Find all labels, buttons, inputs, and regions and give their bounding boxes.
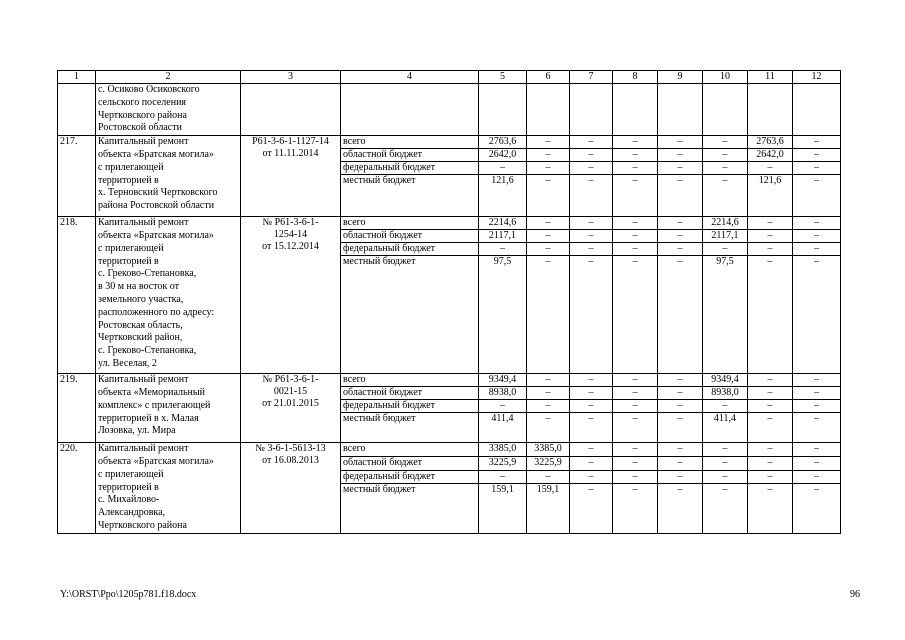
table-row (58, 443, 841, 457)
value-cell: – (570, 230, 613, 243)
document-code-cell (241, 136, 341, 217)
funding-source-cell: всего (341, 136, 479, 149)
value-cell: 411,4 (479, 413, 527, 443)
cell-line: Капитальный ремонт (98, 443, 189, 455)
value-cell: 9349,4 (479, 374, 527, 387)
empty-cell (241, 84, 341, 136)
value-cell: – (658, 470, 703, 484)
value-cell: – (479, 243, 527, 256)
value-cell: – (570, 387, 613, 400)
value-cell: – (658, 136, 703, 149)
col-header: 8 (613, 71, 658, 84)
empty-cell (341, 84, 479, 136)
value-cell: – (748, 387, 793, 400)
value-cell: 97,5 (703, 256, 748, 374)
value-cell: – (658, 443, 703, 457)
value-cell: 2642,0 (748, 149, 793, 162)
cell-line: 0021-15 (273, 386, 308, 398)
value-cell: – (613, 162, 658, 175)
value-cell: – (570, 470, 613, 484)
value-cell: – (570, 243, 613, 256)
object-name-cell (96, 136, 241, 217)
cell-line: объекта «Братская могила» (98, 455, 214, 467)
cell-line: от 11.11.2014 (262, 148, 319, 160)
cell-line: территорией в х. Малая (98, 412, 199, 424)
value-cell: – (570, 484, 613, 534)
funding-source-cell: федеральный бюджет (341, 470, 479, 484)
value-cell: – (658, 256, 703, 374)
value-cell: – (748, 484, 793, 534)
value-cell: – (527, 374, 570, 387)
funding-source-cell: всего (341, 443, 479, 457)
value-cell: – (793, 136, 841, 149)
cell-line: Р61-3-6-1-1127-14 (252, 136, 329, 148)
value-cell: – (703, 456, 748, 470)
data-table (57, 70, 841, 534)
value-cell: – (527, 230, 570, 243)
value-cell: – (748, 243, 793, 256)
value-cell: – (570, 400, 613, 413)
value-cell: – (613, 136, 658, 149)
value-cell: – (570, 175, 613, 217)
document-code-cell (241, 217, 341, 374)
value-cell: – (570, 136, 613, 149)
value-cell: – (658, 456, 703, 470)
value-cell: 9349,4 (703, 374, 748, 387)
cell-line: Чертковский район, (98, 332, 183, 344)
col-header: 10 (703, 71, 748, 84)
value-cell: – (527, 149, 570, 162)
value-cell: – (613, 217, 658, 230)
cell-line: территорией в (98, 255, 159, 267)
funding-source-cell: федеральный бюджет (341, 243, 479, 256)
value-cell: – (570, 443, 613, 457)
cell-line: объекта «Братская могила» (98, 148, 214, 160)
table-row (58, 374, 841, 387)
cell-line: с. Осиково Осиковского (98, 84, 200, 95)
value-cell: – (748, 374, 793, 387)
value-cell: 121,6 (479, 175, 527, 217)
value-cell: – (658, 400, 703, 413)
cell-line: Александровка, (98, 507, 166, 519)
value-cell: – (613, 256, 658, 374)
value-cell: – (748, 162, 793, 175)
value-cell: – (793, 470, 841, 484)
funding-source-cell: всего (341, 217, 479, 230)
value-cell: – (527, 217, 570, 230)
value-cell: – (793, 162, 841, 175)
value-cell: – (703, 470, 748, 484)
cell-line: с. Греково-Степановка, (98, 268, 197, 280)
col-header: 1 (58, 71, 96, 84)
empty-cell (479, 84, 527, 136)
cell-line: с. Греково-Степановка, (98, 345, 197, 357)
value-cell: – (658, 217, 703, 230)
value-cell: 3225,9 (527, 456, 570, 470)
object-name-cell (96, 217, 241, 374)
value-cell: – (793, 217, 841, 230)
value-cell: – (527, 387, 570, 400)
value-cell: 8938,0 (479, 387, 527, 400)
funding-source-cell: местный бюджет (341, 413, 479, 443)
col-header: 2 (96, 71, 241, 84)
cell-line: от 16.08.2013 (262, 455, 319, 467)
cell-line: № Р61-3-6-1- (262, 217, 319, 229)
row-number-cell: 217. (58, 136, 96, 217)
value-cell: 2642,0 (479, 149, 527, 162)
table-row (58, 136, 841, 149)
value-cell: – (703, 443, 748, 457)
funding-source-cell: местный бюджет (341, 256, 479, 374)
funding-source-cell: местный бюджет (341, 175, 479, 217)
empty-cell (793, 84, 841, 136)
value-cell: 159,1 (479, 484, 527, 534)
value-cell: 2763,6 (748, 136, 793, 149)
value-cell: – (527, 243, 570, 256)
value-cell: – (658, 162, 703, 175)
value-cell: – (703, 400, 748, 413)
value-cell: – (658, 243, 703, 256)
row-number-cell: 218. (58, 217, 96, 374)
row-number-cell: 219. (58, 374, 96, 443)
funding-source-cell: федеральный бюджет (341, 400, 479, 413)
value-cell: – (570, 256, 613, 374)
cell-line: № 3-6-1-5613-13 (255, 443, 326, 455)
document-code-cell (241, 443, 341, 534)
value-cell: – (658, 175, 703, 217)
value-cell: – (613, 387, 658, 400)
value-cell: – (479, 470, 527, 484)
value-cell: – (658, 413, 703, 443)
cell-line: с прилегающей (98, 161, 164, 173)
value-cell: – (527, 413, 570, 443)
object-name-cell (96, 443, 241, 534)
value-cell: – (613, 413, 658, 443)
funding-source-cell: местный бюджет (341, 484, 479, 534)
value-cell: – (658, 374, 703, 387)
value-cell: – (570, 456, 613, 470)
value-cell: – (703, 162, 748, 175)
value-cell: – (658, 484, 703, 534)
col-header: 7 (570, 71, 613, 84)
cell-line: с прилегающей (98, 468, 164, 480)
row-number-cell (58, 84, 96, 136)
value-cell: – (793, 413, 841, 443)
value-cell: – (658, 230, 703, 243)
value-cell: – (613, 149, 658, 162)
col-header: 4 (341, 71, 479, 84)
value-cell: – (748, 230, 793, 243)
cell-line: Лозовка, ул. Мира (98, 425, 176, 437)
funding-source-cell: областной бюджет (341, 456, 479, 470)
value-cell: – (527, 400, 570, 413)
value-cell: – (748, 413, 793, 443)
value-cell: – (793, 149, 841, 162)
value-cell: – (793, 243, 841, 256)
empty-cell (703, 84, 748, 136)
value-cell: – (479, 162, 527, 175)
value-cell: 3225,9 (479, 456, 527, 470)
value-cell: – (793, 484, 841, 534)
value-cell: – (527, 175, 570, 217)
cell-line: объекта «Мемориальный (98, 386, 205, 398)
value-cell: – (748, 470, 793, 484)
col-header: 12 (793, 71, 841, 84)
cell-line: с прилегающей (98, 242, 164, 254)
cell-line: района Ростовской области (98, 200, 215, 212)
table-row (58, 217, 841, 230)
value-cell: 8938,0 (703, 387, 748, 400)
value-cell: – (793, 387, 841, 400)
col-header: 6 (527, 71, 570, 84)
cell-line: Капитальный ремонт (98, 374, 189, 386)
value-cell: – (527, 162, 570, 175)
continuation-row (58, 84, 841, 136)
value-cell: – (748, 456, 793, 470)
value-cell: – (793, 374, 841, 387)
value-cell: – (613, 484, 658, 534)
value-cell: – (479, 400, 527, 413)
object-name-cell (96, 374, 241, 443)
cell-line: Чертковского района (98, 519, 187, 531)
row-number-cell: 220. (58, 443, 96, 534)
footer-file-path: Y:\ORST\Ppo\1205p781.f18.docx (60, 589, 197, 600)
value-cell: – (613, 175, 658, 217)
value-cell: – (658, 149, 703, 162)
value-cell: 3385,0 (479, 443, 527, 457)
cell-line: ул. Веселая, 2 (98, 357, 157, 369)
value-cell: – (527, 256, 570, 374)
value-cell: – (570, 217, 613, 230)
document-code-cell (241, 374, 341, 443)
value-cell: – (748, 217, 793, 230)
value-cell: – (793, 456, 841, 470)
value-cell: – (748, 443, 793, 457)
cell-line: Ростовская область, (98, 319, 183, 331)
value-cell: – (570, 162, 613, 175)
header-row (58, 71, 841, 84)
value-cell: – (703, 136, 748, 149)
value-cell: – (527, 136, 570, 149)
cell-line: х. Терновский Чертковского (98, 187, 218, 199)
value-cell: 2214,6 (703, 217, 748, 230)
cell-line: с. Михайлово- (98, 494, 160, 506)
cell-line: в 30 м на восток от (98, 281, 180, 293)
cell-line: Ростовской области (98, 122, 182, 134)
value-cell: 3385,0 (527, 443, 570, 457)
value-cell: – (793, 443, 841, 457)
cell-line: объекта «Братская могила» (98, 229, 214, 241)
value-cell: – (570, 374, 613, 387)
cell-line: Капитальный ремонт (98, 136, 189, 148)
value-cell: – (793, 175, 841, 217)
cell-line: комплекс» с прилегающей (98, 399, 211, 411)
empty-cell (748, 84, 793, 136)
value-cell: – (703, 484, 748, 534)
value-cell: – (613, 470, 658, 484)
funding-source-cell: областной бюджет (341, 230, 479, 243)
value-cell: – (793, 400, 841, 413)
value-cell: – (748, 400, 793, 413)
col-header: 3 (241, 71, 341, 84)
value-cell: – (613, 456, 658, 470)
cell-line: Чертковского района (98, 109, 187, 121)
cell-line: территорией в (98, 481, 159, 493)
col-header: 9 (658, 71, 703, 84)
value-cell: 2763,6 (479, 136, 527, 149)
value-cell: 2214,6 (479, 217, 527, 230)
empty-cell (658, 84, 703, 136)
value-cell: 2117,1 (479, 230, 527, 243)
value-cell: – (658, 387, 703, 400)
empty-cell (570, 84, 613, 136)
col-header: 5 (479, 71, 527, 84)
value-cell: – (613, 243, 658, 256)
funding-source-cell: федеральный бюджет (341, 162, 479, 175)
value-cell: – (703, 243, 748, 256)
value-cell: – (748, 256, 793, 374)
value-cell: – (527, 470, 570, 484)
empty-cell (527, 84, 570, 136)
funding-source-cell: всего (341, 374, 479, 387)
cell-line: от 21.01.2015 (262, 398, 319, 410)
cell-line: земельного участка, (98, 293, 184, 305)
value-cell: – (613, 400, 658, 413)
value-cell: 2117,1 (703, 230, 748, 243)
cell-line: территорией в (98, 174, 159, 186)
value-cell: – (570, 149, 613, 162)
value-cell: 159,1 (527, 484, 570, 534)
value-cell: – (613, 230, 658, 243)
value-cell: – (570, 413, 613, 443)
cell-line: 1254-14 (273, 229, 308, 241)
funding-source-cell: областной бюджет (341, 387, 479, 400)
value-cell: – (613, 374, 658, 387)
value-cell: – (703, 175, 748, 217)
cell-line: № Р61-3-6-1- (262, 374, 319, 386)
funding-source-cell: областной бюджет (341, 149, 479, 162)
value-cell: – (793, 256, 841, 374)
col-header: 11 (748, 71, 793, 84)
value-cell: – (703, 149, 748, 162)
cell-line: расположенного по адресу: (98, 306, 215, 318)
cell-line: сельского поселения (98, 96, 187, 108)
value-cell: 121,6 (748, 175, 793, 217)
value-cell: – (793, 230, 841, 243)
value-cell: 97,5 (479, 256, 527, 374)
footer-page-number: 96 (850, 589, 860, 600)
value-cell: – (613, 443, 658, 457)
cell-line: Капитальный ремонт (98, 217, 189, 229)
object-name-cell (96, 84, 241, 136)
value-cell: 411,4 (703, 413, 748, 443)
cell-line: от 15.12.2014 (262, 241, 319, 253)
empty-cell (613, 84, 658, 136)
